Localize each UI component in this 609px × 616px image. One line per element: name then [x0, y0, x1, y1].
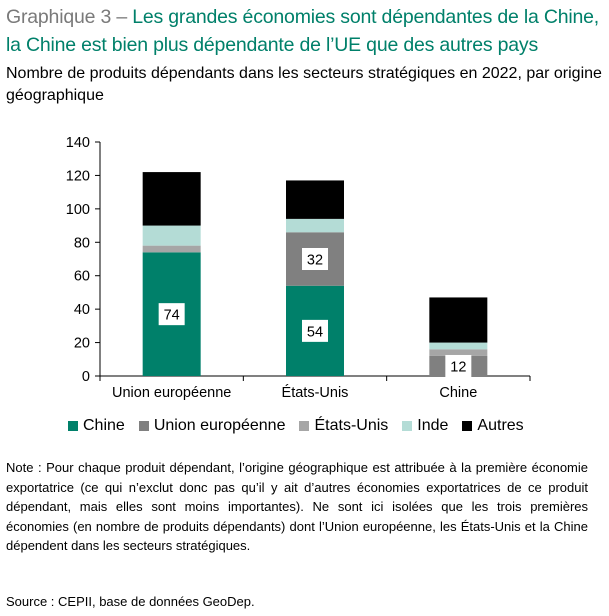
- y-tick-label: 0: [81, 369, 90, 385]
- legend-swatch: [402, 421, 412, 431]
- title-lead: Graphique 3 –: [6, 6, 127, 28]
- bar-chine-inde: [429, 343, 487, 350]
- bar-etats-unis-autres: [286, 180, 344, 218]
- legend-swatch: [462, 421, 472, 431]
- x-tick-label: États-Unis: [281, 385, 349, 401]
- stacked-bar-chart: [0, 128, 609, 408]
- chart-source: Source : CEPII, base de données GeoDep.: [6, 594, 255, 609]
- x-tick-label: Union européenne: [112, 385, 232, 401]
- y-tick-label: 100: [65, 201, 90, 218]
- y-axis: [66, 135, 100, 385]
- legend-item-autres: [462, 415, 523, 437]
- data-label: 32: [306, 252, 324, 269]
- chart-subtitle: Nombre de produits dépendants dans les secteurs stratégiques en 2022, par origine géographique: [6, 65, 602, 104]
- y-tick-label: 20: [73, 335, 90, 352]
- y-tick-label: 120: [65, 168, 90, 185]
- legend-label: Autres: [477, 417, 524, 434]
- y-tick-label: 80: [73, 235, 90, 252]
- bar-etats-unis-inde: [286, 219, 344, 232]
- data-label: 74: [163, 307, 180, 324]
- y-tick-label: 140: [65, 135, 90, 151]
- bar-union-europeenne-inde: [143, 226, 201, 246]
- chart-legend: [68, 415, 524, 437]
- legend-label: Inde: [417, 417, 449, 434]
- data-label: 12: [450, 359, 467, 376]
- legend-item-union-europeenne: [139, 415, 286, 437]
- title-main: Les grandes économies sont dépendantes de la Chine, la Chine est bien plus dépendante de l’UE que des autres pays: [6, 6, 600, 56]
- x-tick-label: Chine: [439, 385, 478, 401]
- bar-chine-autres: [429, 297, 487, 342]
- y-tick-label: 40: [73, 302, 90, 319]
- legend-swatch: [68, 421, 78, 431]
- legend-label: États-Unis: [314, 417, 389, 434]
- x-axis: [100, 376, 530, 401]
- bar-union-europeenne-etats-unis: [143, 246, 201, 253]
- data-label: 54: [306, 324, 324, 341]
- legend-swatch: [139, 421, 149, 431]
- bars: [143, 172, 488, 376]
- bar-union-europeenne-autres: [143, 172, 201, 225]
- chart-note: Note : Pour chaque produit dépendant, l’origine géographique est attribuée à la première économie exportatrice (ce qui n’exclut donc pas qu’il y ait d’autres économies exportatrices de ce produit dépendant, mais elles sont moins importantes). Ne sont ici isolées que les trois premières économies (en nombre de produits dépendants) dont l’Union européenne, les États-Unis et la Chine dépendent dans les secteurs stratégiques.: [6, 460, 588, 553]
- y-tick-label: 60: [73, 268, 90, 285]
- legend-label: Chine: [83, 417, 125, 434]
- page-title: [6, 3, 604, 59]
- legend-label: Union européenne: [153, 417, 286, 434]
- legend-item-chine: [68, 415, 125, 437]
- legend-item-inde: [402, 415, 448, 437]
- legend-item-etats-unis: [299, 415, 388, 437]
- legend-swatch: [299, 421, 309, 431]
- bar-chine-etats-unis: [429, 349, 487, 356]
